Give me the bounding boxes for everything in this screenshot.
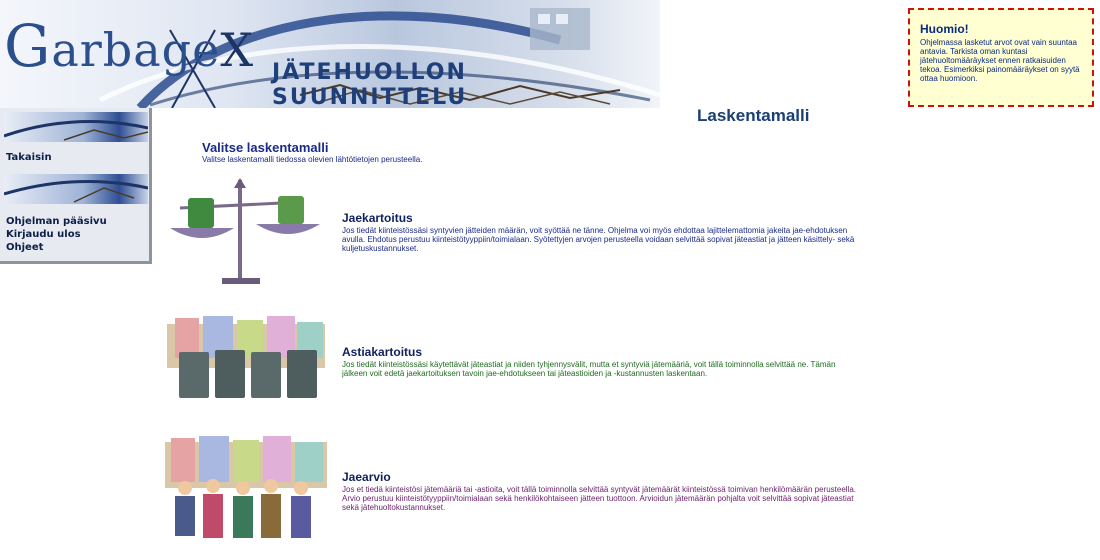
item-title[interactable]: Jaearvio: [342, 470, 391, 484]
model-item-jaekartoitus[interactable]: [342, 211, 862, 253]
logo-letter-g: G: [4, 12, 52, 80]
nav-back-link[interactable]: Takaisin: [6, 152, 52, 163]
item-title[interactable]: Jaekartoitus: [342, 211, 413, 225]
nav-decor-band-top: [4, 112, 148, 142]
page-title: Laskentamalli: [697, 106, 810, 125]
bins-illustration[interactable]: [165, 316, 327, 402]
nav-logout-link[interactable]: Kirjaudu ulos: [6, 229, 81, 240]
people-illustration[interactable]: [163, 436, 329, 546]
item-description: Jos tiedät kiinteistössäsi käytettävät jäteastiat ja niiden tyhjennysvälit, mutta et syntyviä jätemääriä, voit tällä toiminnolla selvittää ne. Tämän jälkeen voit edetä jaekartoituksen tavoin jae-ehdotukseen tai jäteastioiden ja -kustannusten laskentaan.: [342, 360, 836, 378]
model-item-astiakartoitus[interactable]: [342, 345, 862, 378]
section-title: Valitse laskentamalli: [202, 140, 329, 155]
item-title[interactable]: Astiakartoitus: [342, 345, 423, 359]
scale-illustration[interactable]: [170, 178, 320, 286]
left-nav: [0, 108, 152, 264]
logo-letter-x: X: [220, 23, 255, 77]
app-subtitle: JÄTEHUOLLON SUUNNITTELU: [272, 60, 468, 108]
notice-title: Huomio!: [920, 22, 969, 36]
nav-help-link[interactable]: Ohjeet: [6, 242, 44, 253]
item-description: Jos et tiedä kiinteistösi jätemääriä tai -astioita, voit tällä toiminnolla selvittää syntyvät jätemäärät kiinteistössä toimivan henkilömäärän perusteella. Arvio perustuu kiinteistötyyppiin/toimialaan sekä henkilökohtaiseen jätteen tuottoon. Arvioidun jätemäärän pohjalta voit selvittää sopivat jäteastiat sekä jätehuoltokustannukset.: [342, 485, 857, 512]
app-logo: [4, 12, 254, 80]
logo-text: arbage: [51, 23, 221, 77]
nav-main-page-link[interactable]: Ohjelman pääsivu: [6, 216, 107, 227]
item-description: Jos tiedät kiinteistössäsi syntyvien jätteiden määrän, voit syöttää ne tänne. Ohjelma voi myös ehdottaa lajittelemattomia jakeita jae-ehdotuksen avulla. Ehdotus perustuu kiinteistötyyppiin/toimialaan. Syötettyjen arvojen perusteella voidaan selvittää sopivat jäteastiat ja jätteen käsittely- sekä kuljetuskustannukset.: [342, 226, 855, 253]
nav-decor-band-bottom: [4, 174, 148, 204]
header-banner: [0, 0, 660, 108]
notice-box: [908, 8, 1094, 107]
section-description: Valitse laskentamalli tiedossa olevien lähtötietojen perusteella.: [202, 155, 423, 164]
notice-body: Ohjelmassa lasketut arvot ovat vain suuntaa antavia. Tarkista oman kuntasi jätehuoltomääräykset ennen ratkaisuiden tekoa. Esimerkiksi painomääräykset on syytä ottaa huomioon.: [920, 38, 1080, 83]
model-item-jaearvio[interactable]: [342, 470, 862, 512]
